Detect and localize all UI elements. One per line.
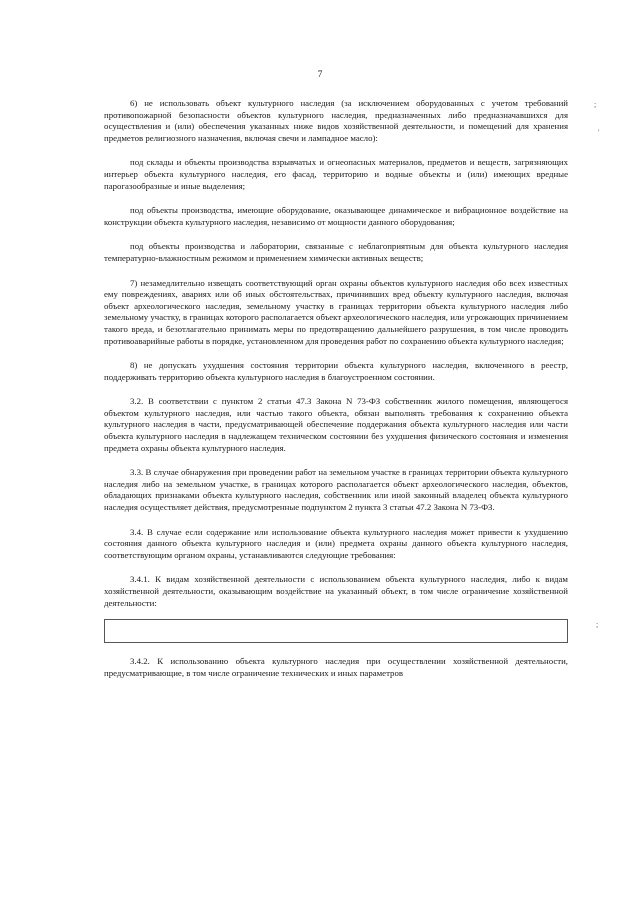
paragraph-laboratories: под объекты производства и лаборатории, связанные с неблагоприятным для объекта культурного наследия температурно-влажностным режимом и применением химически активных веществ;	[104, 241, 568, 263]
scan-mark: ;	[596, 620, 599, 629]
paragraph-item-6: 6) не использовать объект культурного наследия (за исключением оборудованных с учетом требований противопожарной безопасности объектов культурного наследия, предназначенных либо предназначавшихся для осуществления и (или) обеспечения указанных ниже видов хозяйственной деятельности, и помещений для хранения предметов религиозного назначения, включая свечи и лампадное масло):	[104, 98, 568, 143]
paragraph-3-4-1: 3.4.1. К видам хозяйственной деятельности с использованием объекта культурного наследия, либо к видам хозяйственной деятельности, оказывающим воздействие на указанный объект, в том числе ограничение хозяйственной деятельности:	[104, 574, 568, 608]
paragraph-3-2: 3.2. В соответствии с пунктом 2 статьи 47.3 Закона N 73-ФЗ собственник жилого помещения, являющегося объектом культурного наследия, или частью такого объекта, обязан выполнять требования к сохранению объекта культурного наследия в части, предусматривающей обеспечение поддержания объекта культурного наследия или части объекта культурного наследия в надлежащем техническом состоянии без ухудшения физического состояния и изменения предмета охраны объекта культурного наследия.	[104, 396, 568, 453]
scan-mark: ;	[594, 100, 597, 109]
paragraph-item-8: 8) не допускать ухудшения состояния территории объекта культурного наследия, включенного в реестр, поддерживать территорию объекта культурного наследия в благоустроенном состоянии.	[104, 360, 568, 382]
empty-table-box	[104, 619, 568, 643]
paragraph-3-4-2: 3.4.2. К использованию объекта культурного наследия при осуществлении хозяйственной деятельности, предусматривающие, в том числе ограничение технических и иных параметров	[104, 656, 568, 678]
paragraph-3-4: 3.4. В случае если содержание или использование объекта культурного наследия может привести к ухудшению состояния данного объекта культурного наследия и (или) предмета охраны данного объекта культурного наследия, соответствующим органом охраны, устанавливаются следующие требования:	[104, 526, 568, 560]
paragraph-production-equipment: под объекты производства, имеющие оборудование, оказывающее динамическое и вибрационное воздействие на конструкции объекта культурного наследия, независимо от мощности данного оборудования;	[104, 205, 568, 227]
paragraph-warehouses: под склады и объекты производства взрывчатых и огнеопасных материалов, предметов и веществ, загрязняющих интерьер объекта культурного наследия, его фасад, территорию и водные объекты и (или) имеющих вредные парогазообразные и иные выделения;	[104, 157, 568, 191]
document-body	[104, 98, 568, 679]
scan-mark: '	[598, 128, 600, 137]
paragraph-item-7: 7) незамедлительно извещать соответствующий орган охраны объектов культурного наследия обо всех известных ему повреждениях, авариях или об иных обстоятельствах, причинивших вред объекту культурного наследия, включая объект археологического наследия, земельному участку в границах территории объекта культурного наследия либо земельному участку, в границах которого располагается объект археологического наследия, или угрожающих причинением такого вреда, и безотлагательно принимать меры по предотвращению дальнейшего разрушения, в том числе проводить противоаварийные работы в порядке, установленном для проведения работ по сохранению объекта культурного наследия;	[104, 277, 568, 346]
paragraph-3-3: 3.3. В случае обнаружения при проведении работ на земельном участке в границах территории объекта культурного наследия либо на земельном участке, в границах которого располагается объект археологического наследия, объектов, обладающих признаками объекта культурного наследия, собственник или иной законный владелец объекта культурного наследия осуществляет действия, предусмотренные подпунктом 2 пункта 3 статьи 47.2 Закона N 73-ФЗ.	[104, 467, 568, 513]
page-number: 7	[317, 70, 323, 80]
